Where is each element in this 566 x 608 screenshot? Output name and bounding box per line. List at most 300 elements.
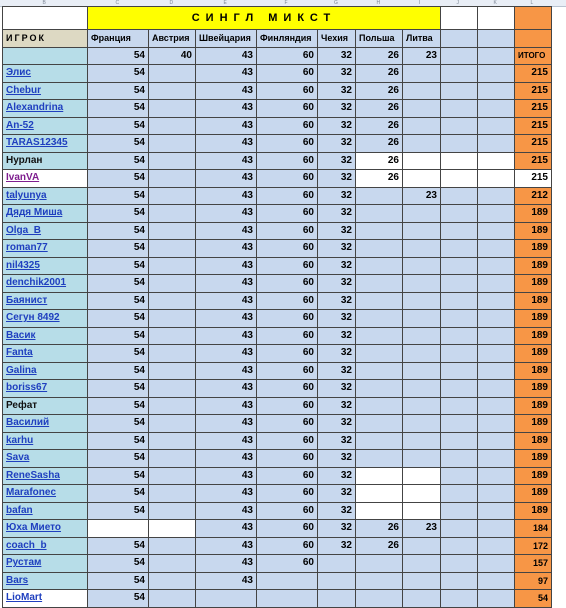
empty-cell[interactable] xyxy=(3,47,88,65)
score-cell[interactable]: 43 xyxy=(196,100,257,118)
score-cell[interactable]: 54 xyxy=(88,257,149,275)
score-cell[interactable] xyxy=(403,240,441,258)
total-cell[interactable]: 97 xyxy=(515,572,552,590)
total-cell[interactable]: 189 xyxy=(515,380,552,398)
score-cell[interactable] xyxy=(403,467,441,485)
score-cell[interactable] xyxy=(356,467,403,485)
score-cell[interactable] xyxy=(478,362,515,380)
player-name-link[interactable]: Fanta xyxy=(6,347,33,359)
score-cell[interactable] xyxy=(403,275,441,293)
total-cell[interactable]: 212 xyxy=(515,187,552,205)
score-cell[interactable]: 32 xyxy=(318,257,356,275)
score-cell[interactable] xyxy=(257,590,318,608)
score-cell[interactable] xyxy=(478,100,515,118)
player-name-cell[interactable] xyxy=(3,205,88,223)
max-points-cell[interactable] xyxy=(478,47,515,65)
score-cell[interactable] xyxy=(149,222,196,240)
score-cell[interactable] xyxy=(478,65,515,83)
score-cell[interactable] xyxy=(403,380,441,398)
score-cell[interactable]: 43 xyxy=(196,362,257,380)
score-cell[interactable]: 26 xyxy=(356,537,403,555)
score-cell[interactable] xyxy=(149,450,196,468)
player-name-cell[interactable] xyxy=(3,502,88,520)
score-cell[interactable]: 60 xyxy=(257,380,318,398)
score-cell[interactable]: 54 xyxy=(88,432,149,450)
score-cell[interactable] xyxy=(441,520,478,538)
score-cell[interactable]: 32 xyxy=(318,415,356,433)
max-points-cell[interactable]: 54 xyxy=(88,47,149,65)
player-name-cell[interactable] xyxy=(3,65,88,83)
player-name-link[interactable]: Bars xyxy=(6,574,29,586)
player-name-link[interactable]: Marafonec xyxy=(6,487,57,499)
player-name-cell[interactable] xyxy=(3,187,88,205)
score-cell[interactable] xyxy=(403,397,441,415)
player-name-cell[interactable] xyxy=(3,135,88,153)
score-cell[interactable]: 43 xyxy=(196,135,257,153)
score-cell[interactable]: 32 xyxy=(318,362,356,380)
score-cell[interactable]: 54 xyxy=(88,310,149,328)
score-cell[interactable]: 54 xyxy=(88,572,149,590)
score-cell[interactable] xyxy=(478,432,515,450)
score-cell[interactable]: 32 xyxy=(318,152,356,170)
score-cell[interactable]: 60 xyxy=(257,520,318,538)
score-cell[interactable]: 54 xyxy=(88,450,149,468)
total-cell[interactable]: 189 xyxy=(515,327,552,345)
score-cell[interactable] xyxy=(403,100,441,118)
score-cell[interactable] xyxy=(149,310,196,328)
score-cell[interactable]: 32 xyxy=(318,537,356,555)
score-cell[interactable] xyxy=(149,485,196,503)
corner-cell[interactable] xyxy=(3,7,88,30)
score-cell[interactable]: 54 xyxy=(88,555,149,573)
total-cell[interactable]: 189 xyxy=(515,397,552,415)
score-cell[interactable] xyxy=(356,345,403,363)
player-name-cell[interactable] xyxy=(3,117,88,135)
score-cell[interactable]: 32 xyxy=(318,432,356,450)
score-cell[interactable]: 26 xyxy=(356,65,403,83)
score-cell[interactable]: 43 xyxy=(196,257,257,275)
score-cell[interactable]: 26 xyxy=(356,152,403,170)
total-cell[interactable]: 189 xyxy=(515,222,552,240)
score-cell[interactable] xyxy=(149,432,196,450)
score-cell[interactable] xyxy=(441,432,478,450)
score-cell[interactable] xyxy=(441,152,478,170)
score-cell[interactable] xyxy=(478,117,515,135)
country-header[interactable]: Чехия xyxy=(318,30,356,48)
player-name-link[interactable]: An-52 xyxy=(6,119,34,131)
player-name-link[interactable]: TARAS12345 xyxy=(6,137,68,149)
score-cell[interactable]: 43 xyxy=(196,240,257,258)
player-name-cell[interactable] xyxy=(3,537,88,555)
player-name-cell[interactable] xyxy=(3,572,88,590)
score-cell[interactable]: 23 xyxy=(403,520,441,538)
player-name-cell[interactable] xyxy=(3,380,88,398)
score-cell[interactable]: 60 xyxy=(257,467,318,485)
total-cell[interactable]: 215 xyxy=(515,170,552,188)
score-cell[interactable]: 43 xyxy=(196,397,257,415)
country-header[interactable]: Финляндия xyxy=(257,30,318,48)
score-cell[interactable]: 26 xyxy=(356,170,403,188)
score-cell[interactable] xyxy=(149,362,196,380)
score-cell[interactable]: 26 xyxy=(356,82,403,100)
score-cell[interactable] xyxy=(196,590,257,608)
total-cell[interactable]: 189 xyxy=(515,292,552,310)
score-cell[interactable] xyxy=(149,82,196,100)
score-cell[interactable] xyxy=(403,222,441,240)
score-cell[interactable]: 32 xyxy=(318,520,356,538)
total-cell[interactable]: 189 xyxy=(515,362,552,380)
score-cell[interactable] xyxy=(441,450,478,468)
total-cell[interactable]: 189 xyxy=(515,275,552,293)
score-cell[interactable]: 54 xyxy=(88,222,149,240)
score-cell[interactable]: 32 xyxy=(318,310,356,328)
score-cell[interactable]: 60 xyxy=(257,187,318,205)
score-cell[interactable]: 60 xyxy=(257,170,318,188)
score-cell[interactable] xyxy=(356,502,403,520)
score-cell[interactable] xyxy=(441,205,478,223)
score-cell[interactable]: 54 xyxy=(88,467,149,485)
score-cell[interactable] xyxy=(441,240,478,258)
score-cell[interactable] xyxy=(403,590,441,608)
score-cell[interactable]: 32 xyxy=(318,450,356,468)
player-name-link[interactable]: Дядя Миша xyxy=(6,207,63,219)
score-cell[interactable] xyxy=(149,240,196,258)
score-cell[interactable] xyxy=(356,450,403,468)
score-cell[interactable] xyxy=(356,432,403,450)
score-cell[interactable]: 43 xyxy=(196,345,257,363)
score-cell[interactable]: 54 xyxy=(88,187,149,205)
score-cell[interactable]: 32 xyxy=(318,345,356,363)
score-cell[interactable] xyxy=(478,257,515,275)
total-cell[interactable]: 215 xyxy=(515,117,552,135)
player-name-link[interactable]: Баянист xyxy=(6,294,48,306)
score-cell[interactable]: 60 xyxy=(257,82,318,100)
player-name-link[interactable]: Василий xyxy=(6,417,50,429)
max-points-cell[interactable] xyxy=(441,47,478,65)
score-cell[interactable]: 60 xyxy=(257,205,318,223)
score-cell[interactable] xyxy=(149,397,196,415)
score-cell[interactable] xyxy=(441,82,478,100)
column-letter[interactable]: H xyxy=(376,0,381,6)
score-cell[interactable]: 60 xyxy=(257,415,318,433)
score-cell[interactable]: 26 xyxy=(356,135,403,153)
player-name-cell[interactable] xyxy=(3,152,88,170)
total-cell[interactable]: 215 xyxy=(515,65,552,83)
max-points-cell[interactable]: 23 xyxy=(403,47,441,65)
score-cell[interactable]: 60 xyxy=(257,152,318,170)
score-cell[interactable] xyxy=(149,467,196,485)
score-cell[interactable] xyxy=(403,117,441,135)
player-name-cell[interactable] xyxy=(3,415,88,433)
total-cell[interactable]: 189 xyxy=(515,205,552,223)
max-points-cell[interactable]: 26 xyxy=(356,47,403,65)
score-cell[interactable] xyxy=(478,555,515,573)
score-cell[interactable] xyxy=(478,572,515,590)
player-name-link[interactable]: Рустам xyxy=(6,557,42,569)
score-cell[interactable]: 60 xyxy=(257,397,318,415)
score-cell[interactable]: 43 xyxy=(196,485,257,503)
score-cell[interactable] xyxy=(478,82,515,100)
score-cell[interactable]: 54 xyxy=(88,100,149,118)
column-letter[interactable]: C xyxy=(115,0,120,6)
player-name-link[interactable]: Chebur xyxy=(6,84,41,96)
score-cell[interactable]: 54 xyxy=(88,65,149,83)
score-cell[interactable] xyxy=(403,292,441,310)
score-cell[interactable] xyxy=(149,537,196,555)
country-header[interactable]: Швейцария xyxy=(196,30,257,48)
score-cell[interactable] xyxy=(441,345,478,363)
player-name-cell[interactable] xyxy=(3,555,88,573)
score-cell[interactable]: 32 xyxy=(318,502,356,520)
score-cell[interactable]: 43 xyxy=(196,82,257,100)
score-cell[interactable] xyxy=(441,170,478,188)
score-cell[interactable] xyxy=(356,292,403,310)
player-name-cell[interactable] xyxy=(3,310,88,328)
score-cell[interactable] xyxy=(149,205,196,223)
score-cell[interactable] xyxy=(441,100,478,118)
score-cell[interactable] xyxy=(478,450,515,468)
score-cell[interactable] xyxy=(149,590,196,608)
score-cell[interactable] xyxy=(403,327,441,345)
country-header[interactable] xyxy=(441,30,478,48)
score-cell[interactable]: 60 xyxy=(257,257,318,275)
score-cell[interactable]: 54 xyxy=(88,380,149,398)
score-cell[interactable] xyxy=(441,467,478,485)
score-cell[interactable] xyxy=(356,415,403,433)
score-cell[interactable] xyxy=(149,555,196,573)
score-cell[interactable]: 32 xyxy=(318,65,356,83)
score-cell[interactable]: 43 xyxy=(196,222,257,240)
score-cell[interactable]: 43 xyxy=(196,187,257,205)
score-cell[interactable]: 60 xyxy=(257,310,318,328)
score-cell[interactable] xyxy=(403,135,441,153)
score-cell[interactable] xyxy=(478,187,515,205)
score-cell[interactable] xyxy=(403,345,441,363)
score-cell[interactable] xyxy=(149,380,196,398)
score-cell[interactable]: 43 xyxy=(196,432,257,450)
score-cell[interactable] xyxy=(441,590,478,608)
total-cell[interactable]: 189 xyxy=(515,240,552,258)
score-cell[interactable]: 60 xyxy=(257,275,318,293)
score-cell[interactable] xyxy=(441,257,478,275)
total-cell[interactable]: 157 xyxy=(515,555,552,573)
total-cell[interactable]: 189 xyxy=(515,310,552,328)
country-header[interactable]: Австрия xyxy=(149,30,196,48)
score-cell[interactable]: 60 xyxy=(257,345,318,363)
score-cell[interactable] xyxy=(478,275,515,293)
score-cell[interactable] xyxy=(356,187,403,205)
score-cell[interactable]: 54 xyxy=(88,292,149,310)
total-cell[interactable]: 172 xyxy=(515,537,552,555)
score-cell[interactable]: 32 xyxy=(318,327,356,345)
score-cell[interactable] xyxy=(441,187,478,205)
score-cell[interactable] xyxy=(403,362,441,380)
score-cell[interactable] xyxy=(441,572,478,590)
score-cell[interactable]: 43 xyxy=(196,170,257,188)
score-cell[interactable] xyxy=(149,502,196,520)
score-cell[interactable] xyxy=(356,310,403,328)
player-name-cell[interactable] xyxy=(3,467,88,485)
score-cell[interactable] xyxy=(356,275,403,293)
score-cell[interactable]: 43 xyxy=(196,117,257,135)
score-cell[interactable]: 60 xyxy=(257,502,318,520)
score-cell[interactable] xyxy=(478,310,515,328)
score-cell[interactable]: 60 xyxy=(257,292,318,310)
total-cell[interactable]: 189 xyxy=(515,432,552,450)
score-cell[interactable] xyxy=(478,292,515,310)
score-cell[interactable]: 32 xyxy=(318,135,356,153)
country-header[interactable]: Литва xyxy=(403,30,441,48)
score-cell[interactable]: 60 xyxy=(257,432,318,450)
score-cell[interactable]: 60 xyxy=(257,100,318,118)
player-name-link[interactable]: Васик xyxy=(6,329,36,341)
score-cell[interactable]: 54 xyxy=(88,327,149,345)
score-cell[interactable]: 32 xyxy=(318,170,356,188)
empty-cell[interactable] xyxy=(478,7,515,30)
score-cell[interactable] xyxy=(356,380,403,398)
score-cell[interactable] xyxy=(403,82,441,100)
player-name-link[interactable]: Sava xyxy=(6,452,30,464)
player-name-link[interactable]: roman77 xyxy=(6,242,48,254)
score-cell[interactable] xyxy=(478,135,515,153)
score-cell[interactable]: 60 xyxy=(257,537,318,555)
sheet-title[interactable]: СИНГЛ МИКСТ xyxy=(88,7,441,30)
score-cell[interactable] xyxy=(356,590,403,608)
player-name-link[interactable]: IvanVA xyxy=(6,172,40,184)
score-cell[interactable] xyxy=(403,152,441,170)
score-cell[interactable]: 54 xyxy=(88,345,149,363)
score-cell[interactable] xyxy=(318,572,356,590)
score-cell[interactable] xyxy=(149,135,196,153)
score-cell[interactable]: 54 xyxy=(88,170,149,188)
score-cell[interactable]: 43 xyxy=(196,415,257,433)
score-cell[interactable]: 54 xyxy=(88,205,149,223)
score-cell[interactable]: 54 xyxy=(88,135,149,153)
column-letter[interactable]: G xyxy=(334,0,338,6)
score-cell[interactable] xyxy=(441,380,478,398)
score-cell[interactable] xyxy=(403,415,441,433)
score-cell[interactable] xyxy=(478,222,515,240)
player-name-link[interactable]: bafan xyxy=(6,504,33,516)
score-cell[interactable] xyxy=(149,170,196,188)
player-name-cell[interactable] xyxy=(3,327,88,345)
score-cell[interactable]: 60 xyxy=(257,485,318,503)
score-cell[interactable]: 43 xyxy=(196,292,257,310)
score-cell[interactable] xyxy=(478,520,515,538)
score-cell[interactable] xyxy=(149,152,196,170)
score-cell[interactable] xyxy=(441,65,478,83)
score-cell[interactable] xyxy=(478,170,515,188)
score-cell[interactable]: 26 xyxy=(356,117,403,135)
player-name-cell[interactable] xyxy=(3,397,88,415)
player-name-link[interactable]: ReneSasha xyxy=(6,469,60,481)
score-cell[interactable] xyxy=(356,327,403,345)
score-cell[interactable]: 43 xyxy=(196,572,257,590)
max-points-cell[interactable]: 40 xyxy=(149,47,196,65)
score-cell[interactable]: 43 xyxy=(196,65,257,83)
score-cell[interactable]: 54 xyxy=(88,502,149,520)
score-cell[interactable] xyxy=(441,275,478,293)
score-cell[interactable] xyxy=(149,572,196,590)
score-cell[interactable]: 43 xyxy=(196,555,257,573)
player-name-cell[interactable] xyxy=(3,432,88,450)
score-cell[interactable] xyxy=(356,240,403,258)
player-name-link[interactable]: LioMart xyxy=(6,592,43,604)
score-cell[interactable]: 32 xyxy=(318,222,356,240)
total-cell[interactable]: 215 xyxy=(515,152,552,170)
max-points-cell[interactable]: 60 xyxy=(257,47,318,65)
score-cell[interactable]: 43 xyxy=(196,152,257,170)
score-cell[interactable]: 32 xyxy=(318,117,356,135)
score-cell[interactable] xyxy=(478,152,515,170)
player-name-link[interactable]: Элис xyxy=(6,67,31,79)
score-cell[interactable] xyxy=(441,222,478,240)
player-name-cell[interactable] xyxy=(3,485,88,503)
score-cell[interactable] xyxy=(403,170,441,188)
score-cell[interactable]: 60 xyxy=(257,222,318,240)
score-cell[interactable]: 60 xyxy=(257,327,318,345)
player-name-cell[interactable] xyxy=(3,590,88,608)
score-cell[interactable]: 60 xyxy=(257,135,318,153)
player-name-cell[interactable] xyxy=(3,82,88,100)
score-cell[interactable] xyxy=(478,467,515,485)
player-name-cell[interactable] xyxy=(3,520,88,538)
total-cell[interactable]: 184 xyxy=(515,520,552,538)
total-cell[interactable]: 215 xyxy=(515,135,552,153)
score-cell[interactable]: 43 xyxy=(196,450,257,468)
player-name-cell[interactable] xyxy=(3,170,88,188)
country-header[interactable]: Франция xyxy=(88,30,149,48)
score-cell[interactable]: 32 xyxy=(318,187,356,205)
column-letter[interactable]: J xyxy=(456,0,459,6)
player-name-link[interactable]: denchik2001 xyxy=(6,277,67,289)
total-cell[interactable]: 189 xyxy=(515,257,552,275)
score-cell[interactable] xyxy=(478,537,515,555)
score-cell[interactable] xyxy=(356,362,403,380)
score-cell[interactable] xyxy=(441,485,478,503)
score-cell[interactable]: 54 xyxy=(88,415,149,433)
column-letter[interactable]: E xyxy=(223,0,227,6)
score-cell[interactable] xyxy=(441,327,478,345)
score-cell[interactable] xyxy=(403,537,441,555)
score-cell[interactable]: 60 xyxy=(257,555,318,573)
score-cell[interactable] xyxy=(403,65,441,83)
score-cell[interactable]: 60 xyxy=(257,450,318,468)
score-cell[interactable]: 54 xyxy=(88,240,149,258)
score-cell[interactable]: 32 xyxy=(318,205,356,223)
player-name-cell[interactable] xyxy=(3,450,88,468)
score-cell[interactable]: 54 xyxy=(88,485,149,503)
score-cell[interactable] xyxy=(441,502,478,520)
column-letter[interactable]: K xyxy=(493,0,497,6)
score-cell[interactable] xyxy=(441,397,478,415)
score-cell[interactable] xyxy=(149,275,196,293)
column-letter[interactable]: B xyxy=(42,0,46,6)
player-name-cell[interactable] xyxy=(3,292,88,310)
column-letter[interactable]: L xyxy=(530,0,534,6)
player-name-link[interactable]: boriss67 xyxy=(6,382,48,394)
score-cell[interactable]: 60 xyxy=(257,240,318,258)
score-cell[interactable] xyxy=(149,117,196,135)
score-cell[interactable]: 32 xyxy=(318,397,356,415)
score-cell[interactable] xyxy=(403,310,441,328)
score-cell[interactable] xyxy=(403,572,441,590)
player-name-link[interactable]: Galina xyxy=(6,364,37,376)
score-cell[interactable] xyxy=(356,205,403,223)
score-cell[interactable] xyxy=(88,520,149,538)
score-cell[interactable] xyxy=(441,117,478,135)
score-cell[interactable]: 43 xyxy=(196,502,257,520)
